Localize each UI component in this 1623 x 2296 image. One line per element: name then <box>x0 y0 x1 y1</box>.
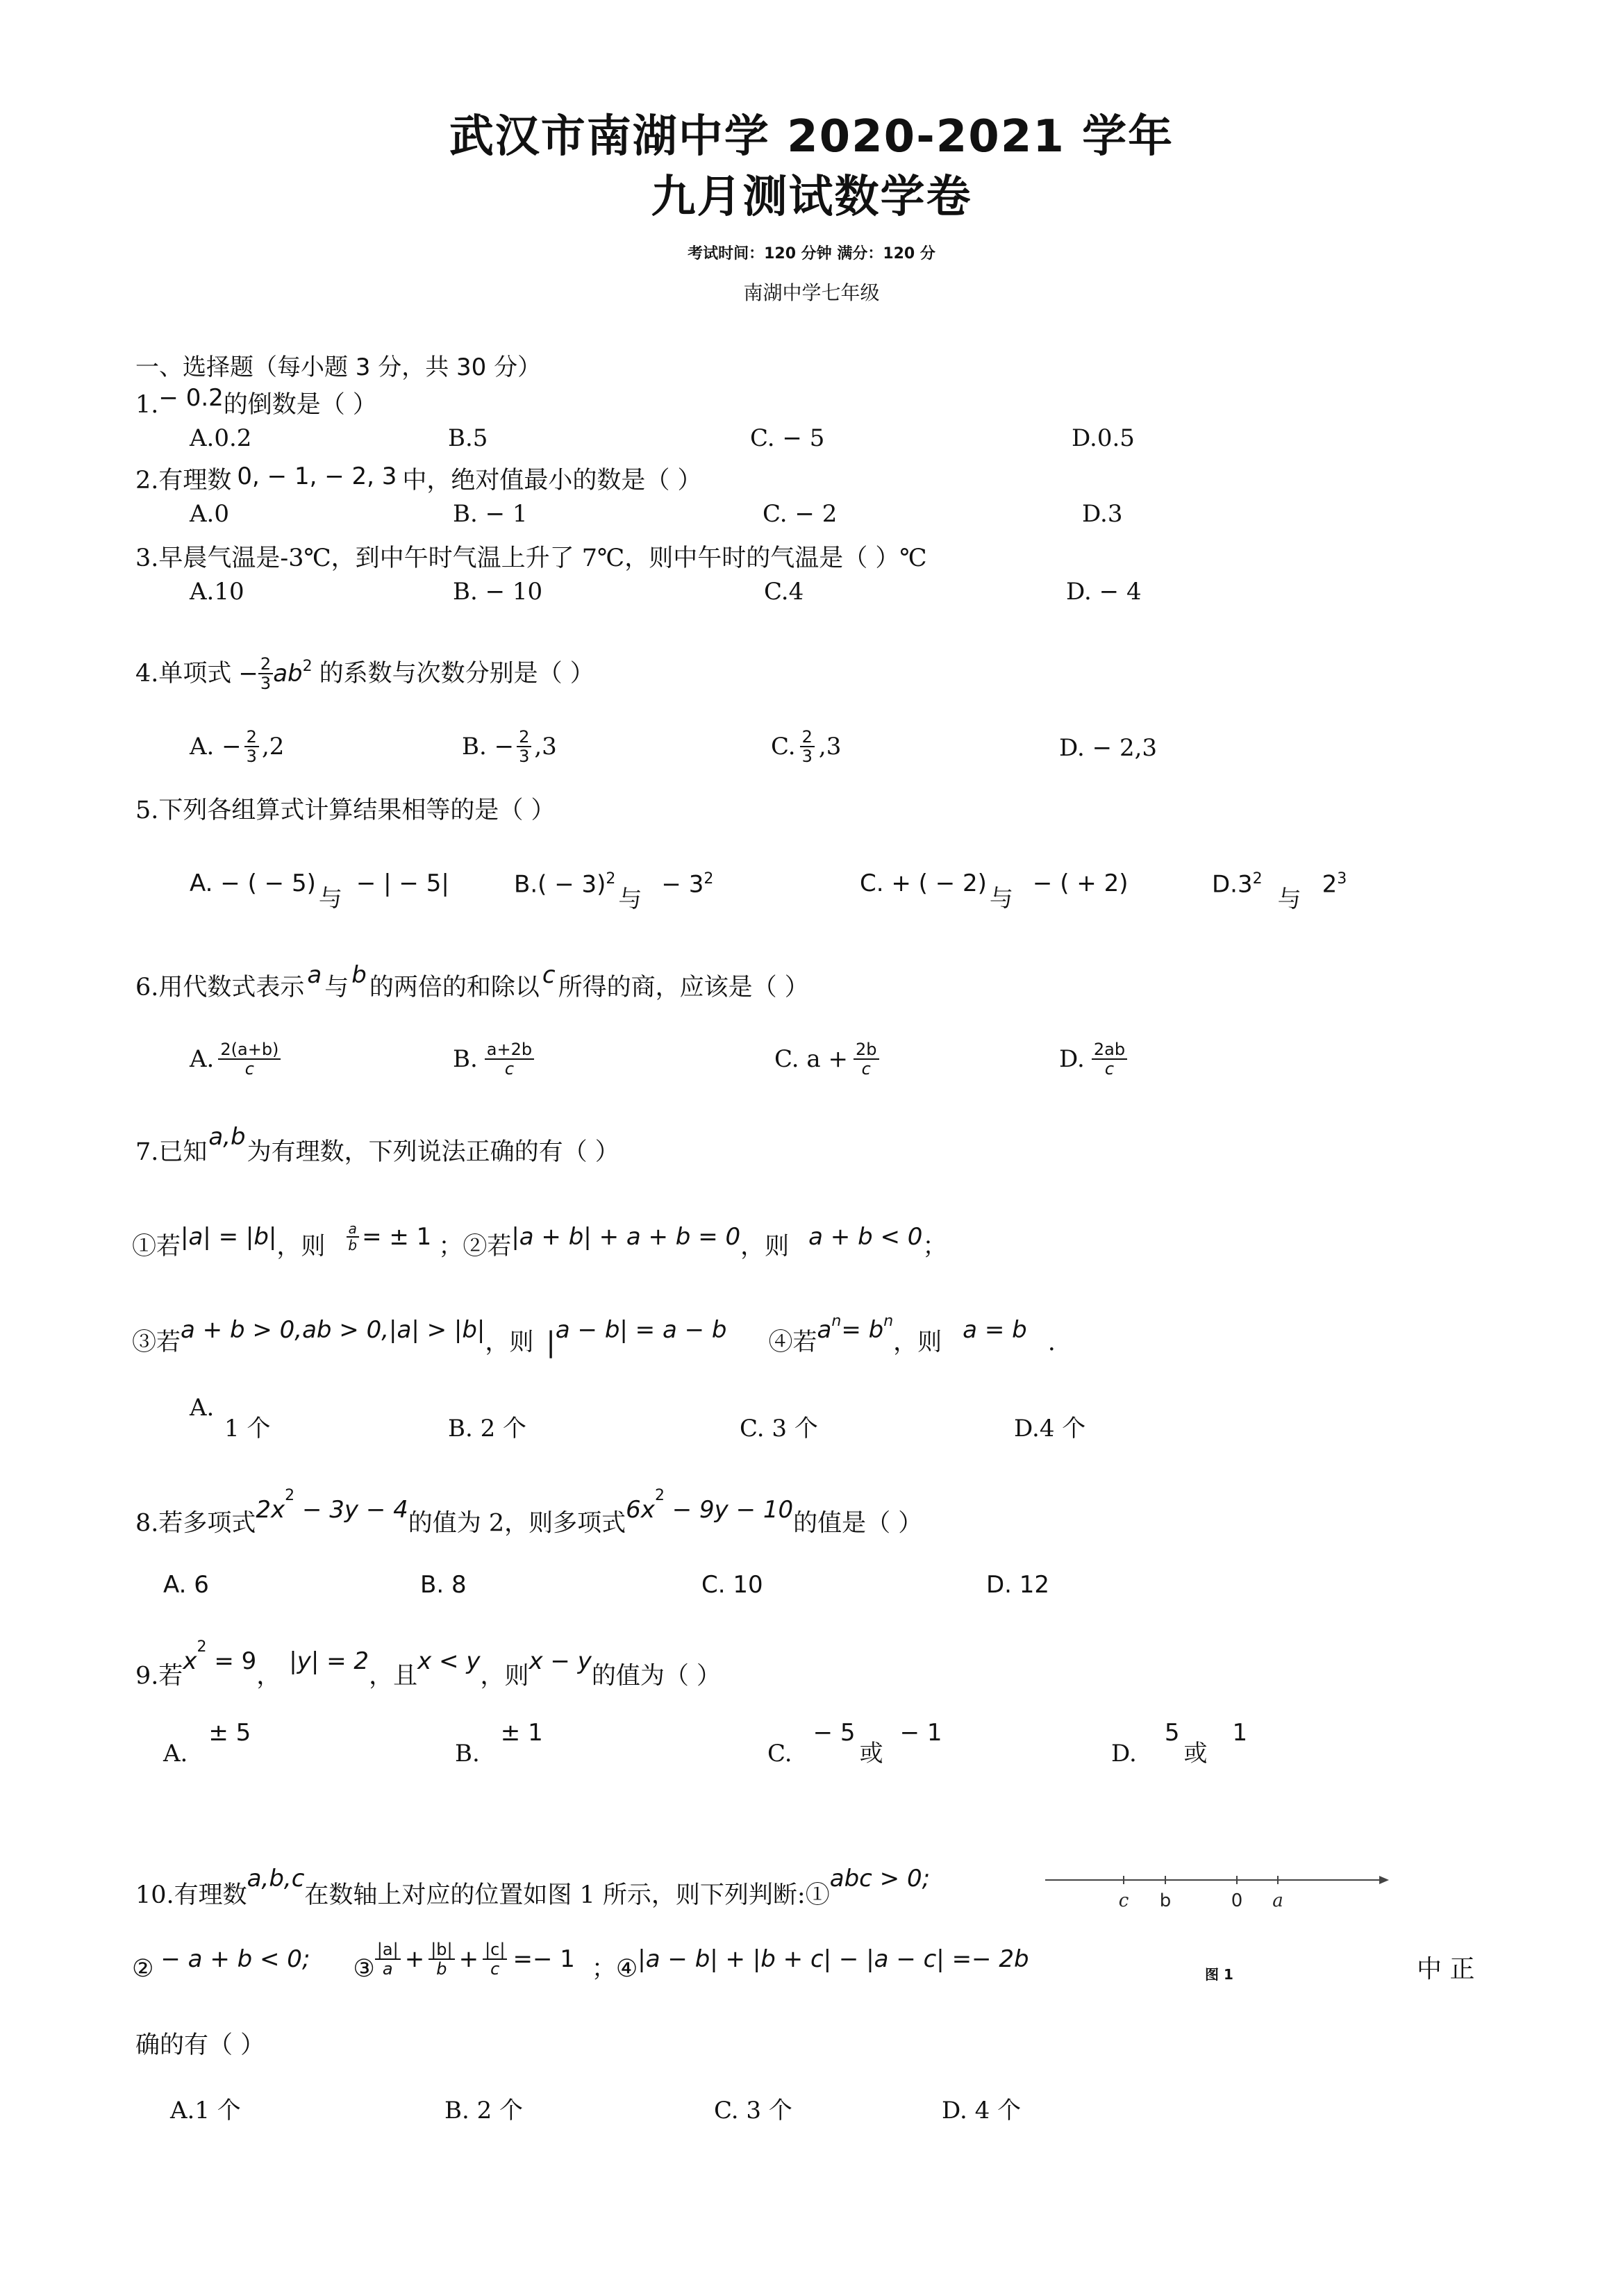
q7-option-d: D.4 个 <box>1014 1415 1086 1442</box>
q4-text-a: 4.单项式 <box>135 659 232 688</box>
question-3: 3.早晨气温是-3℃，到中午时气温上升了 7℃，则中午时的气温是（ ）℃ <box>135 544 927 572</box>
q6-option-a: A. $\frac{2(a+b)}{c}$ <box>190 1035 281 1083</box>
question-9: 9.若$x^2 = 9$，|y| = 2，且x < y，则x − y的值为（ ） <box>135 1638 721 1690</box>
number-line-figure <box>1042 1851 1403 1934</box>
q4-option-a: A. − $\frac{2}{3}$ ,2 <box>190 726 285 766</box>
q9-option-b: B.± 1 <box>455 1719 543 1767</box>
q9-option-a: A.± 5 <box>163 1719 251 1767</box>
label-a: a <box>1272 1890 1283 1911</box>
q10-statements: ② − a + b < 0; ③ $\frac{|a|}{a}$ + $\frac{|b|}{b}$ + $\frac{|c|}{c}$ =− 1 ； ④ |a − b| + |b + c| − |a − c| =− 2b <box>132 1939 1029 1983</box>
q8-option-c: C. 10 <box>701 1571 763 1599</box>
grade-label: 南湖中学七年级 <box>743 281 880 304</box>
q9-option-c: C.− 5或− 1 <box>767 1719 942 1767</box>
question-6: 6.用代数式表示 a 与 b 的两倍的和除以 c 所得的商，应该是（ ） <box>135 961 809 1001</box>
q6-option-c: C. a + $\frac{2b}{c}$ <box>774 1035 879 1083</box>
q8-option-b: B. 8 <box>420 1571 467 1599</box>
q1-option-b: B.5 <box>448 424 488 452</box>
q5-option-d: $D.3^2$与$2^3$ <box>1212 870 1347 914</box>
q10-option-d: D. 4 个 <box>942 2097 1022 2124</box>
q2-option-d: D.3 <box>1082 500 1123 528</box>
question-5: 5.下列各组算式计算结果相等的是（ ） <box>135 797 556 824</box>
q5-option-c: C. + ( − 2)与− ( + 2) <box>860 870 1129 913</box>
q2-option-b: B. − 1 <box>453 500 528 528</box>
question-4: 4.单项式 − $\frac{2}{3}$ ab $^2$ 的系数与次数分别是（ ） <box>135 654 594 693</box>
label-b: b <box>1159 1890 1172 1911</box>
q4-option-c: C. $\frac{2}{3}$ ,3 <box>771 726 842 766</box>
q6-option-d: D. $\frac{2ab}{c}$ <box>1059 1035 1127 1083</box>
q4-option-b: B. − $\frac{2}{3}$ ,3 <box>462 726 557 766</box>
q1-number: 1. <box>135 391 159 419</box>
q7-option-a: 1 个 <box>224 1415 271 1442</box>
q10-option-a: A.1 个 <box>170 2097 241 2124</box>
q9-option-d: D.5或1 <box>1111 1719 1248 1767</box>
exam-info: 考试时间：120 分钟 满分：120 分 <box>688 245 935 263</box>
q4-option-d: D. − 2,3 <box>1059 734 1158 762</box>
q4-text-b: 的系数与次数分别是（ ） <box>319 659 594 688</box>
question-8: 8.若多项式$2x^2 - 3y - 4$的值为 2，则多项式$6x^2 - 9y - 10$的值是（ ） <box>135 1487 923 1538</box>
q1-option-a: A.0.2 <box>190 424 252 452</box>
q7-statement-3-4: ③若 a + b > 0,ab > 0,|a| > |b| ，则 | a − b| = a − b ④若 a $^n$ = b $^n$ ，则 a = b . <box>132 1313 1056 1358</box>
q8-option-d: D. 12 <box>986 1571 1050 1599</box>
q1-expr: − 0.2 <box>158 384 224 412</box>
title-line2: 九月测试数学卷 <box>651 172 972 223</box>
q2-expr: 0, − 1, − 2, 3 <box>237 463 397 490</box>
q6-var-b: b <box>351 961 367 989</box>
question-10: 10.有理数a,b,c在数轴上对应的位置如图 1 所示，则下列判断:①abc > 0; <box>135 1865 931 1909</box>
q10-option-c: C. 3 个 <box>714 2097 792 2124</box>
q4-var: ab <box>273 660 303 688</box>
figure-caption: 图 1 <box>1205 1966 1233 1983</box>
q10-continuation: 中 正 <box>1417 1955 1475 1983</box>
section-heading: 一、选择题（每小题 3 分，共 30 分） <box>135 353 542 381</box>
q2-option-c: C. − 2 <box>763 500 838 528</box>
q6-var-a: a <box>307 961 322 989</box>
q1-text: 的倒数是（ ） <box>223 391 377 419</box>
q3-option-c: C.4 <box>764 578 804 606</box>
arrow-right-icon <box>1379 1876 1389 1884</box>
q7-statement-1-2: ①若 |a| = |b| ，则 $\frac{a}{b}$ = ± 1 ；②若 |a + b| + a + b = 0 ，则 a + b < 0 ； <box>132 1220 947 1261</box>
q3-option-b: B. − 10 <box>453 578 543 606</box>
question-1 <box>135 384 377 419</box>
q7-vars: a,b <box>208 1123 246 1151</box>
q4-fraction: $\frac{2}{3}$ <box>258 655 273 693</box>
q3-option-a: A.10 <box>190 578 244 606</box>
q1-option-c: C. − 5 <box>750 424 825 452</box>
q6-var-c: c <box>542 961 556 989</box>
q1-option-d: D.0.5 <box>1072 424 1135 452</box>
q5-option-a: A. − ( − 5)与− | − 5| <box>190 870 449 913</box>
q5-option-b: $B.( - 3)^2$与− $3^2$ <box>514 870 714 914</box>
q7-option-c: C. 3 个 <box>740 1415 818 1442</box>
q7-option-a-letter: A. <box>190 1394 215 1422</box>
q2-text-a: 2.有理数 <box>135 467 232 494</box>
title-line1: 武汉市南湖中学 2020-2021 学年 <box>449 111 1174 163</box>
label-c: c <box>1118 1890 1129 1911</box>
q6-option-b: B. $\frac{a+2b}{c}$ <box>453 1035 534 1083</box>
q2-text-b: 中，绝对值最小的数是（ ） <box>402 467 702 494</box>
question-7: 7.已知a,b为有理数，下列说法正确的有（ ） <box>135 1123 619 1166</box>
q10-continuation-line: 确的有（ ） <box>135 2031 265 2059</box>
q2-option-a: A.0 <box>190 500 229 528</box>
q7-option-b: B. 2 个 <box>448 1415 527 1442</box>
q3-option-d: D. − 4 <box>1066 578 1142 606</box>
question-2 <box>135 463 702 494</box>
label-0: 0 <box>1231 1890 1243 1911</box>
q4-sign: − <box>238 660 258 688</box>
q8-option-a: A. 6 <box>163 1571 209 1599</box>
q10-option-b: B. 2 个 <box>444 2097 524 2124</box>
